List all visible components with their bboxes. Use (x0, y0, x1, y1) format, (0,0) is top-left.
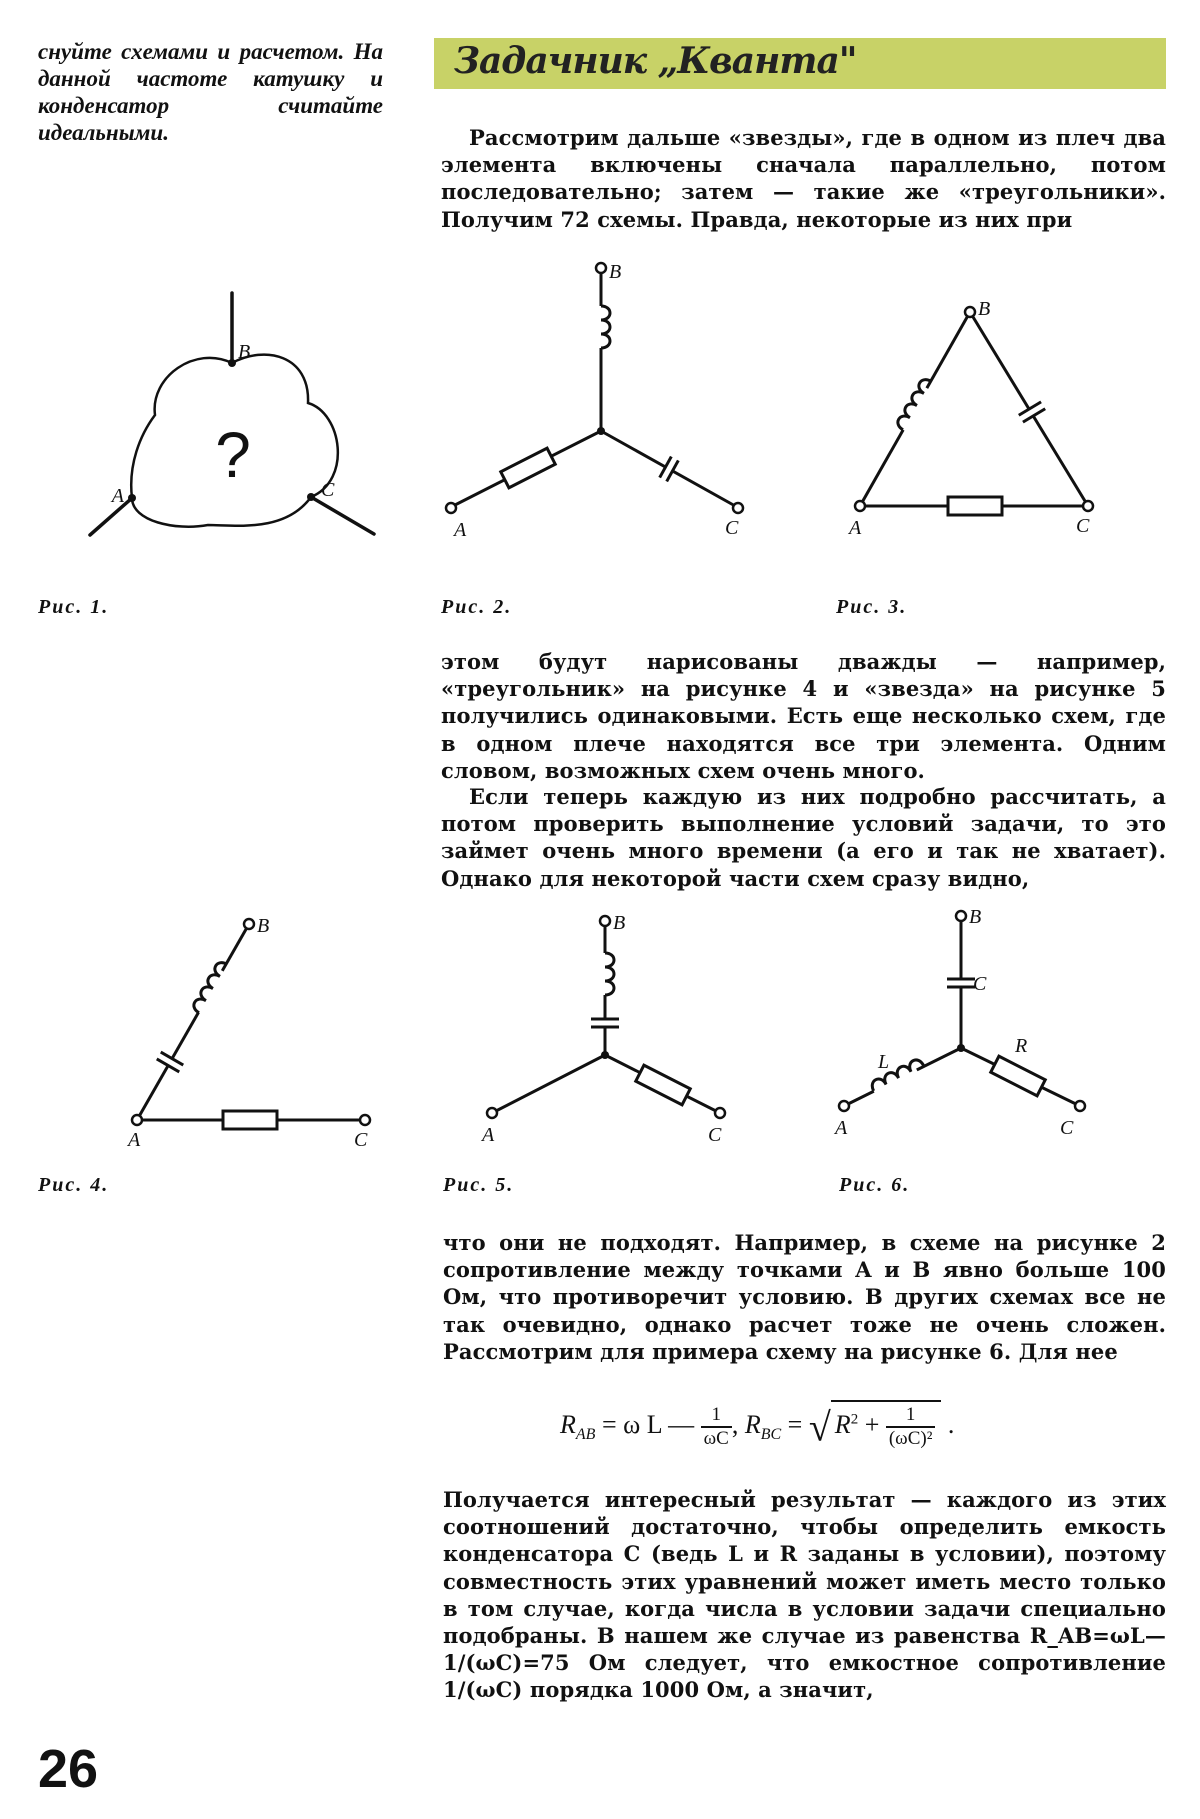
fig6-label-l: L (878, 1051, 890, 1073)
fig2-label-c: C (725, 517, 739, 538)
paragraph-1: Рассмотрим дальше «звезды», где в одном из плеч два элемента включены сначала параллельно, потом последовательно; затем — такие же «треугольники». Получим 72 схемы. Правда, некоторые из них при (441, 125, 1166, 232)
page-number: 26 (38, 1739, 99, 1799)
figure-4 (120, 910, 390, 1150)
fig5-capacitor (591, 1018, 619, 1028)
fig2-resistor (501, 448, 556, 488)
figure-2 (440, 258, 760, 538)
fig1-label-b: B (238, 341, 251, 363)
side-note: снуйте схемами и расчетом. На данной частоте катушку и конденсатор считайте идеальными. (38, 39, 383, 145)
formula-sqrt-sign: √ (808, 1404, 831, 1450)
formula-frac-2 (886, 1404, 936, 1450)
fig1-node-a (128, 494, 136, 502)
fig2-inductor (601, 306, 610, 348)
formula-eq2: = (787, 1409, 803, 1439)
section-title: Задачник „Кванта" (454, 40, 857, 82)
figure-1 (80, 285, 390, 545)
fig1-label-c: C (321, 479, 335, 501)
caption-fig-5: Рис. 5. (443, 1174, 515, 1196)
formula-r2: R (834, 1409, 851, 1439)
fig1-lead-c (311, 497, 374, 534)
fig6-label-b: B (969, 906, 982, 928)
formula-r-ab: R (560, 1409, 576, 1439)
formula-r-bc: R (744, 1409, 761, 1439)
caption-fig-3: Рис. 3. (836, 596, 908, 618)
caption-fig-1: Рис. 1. (38, 596, 110, 618)
formula-eq1: = ω L — (601, 1409, 695, 1439)
fig1-question-mark: ? (215, 419, 251, 491)
formula-sq: 2 (850, 1411, 859, 1428)
fig3-resistor (948, 497, 1002, 515)
formula-sqrt-body (831, 1400, 942, 1450)
fig6-label-c: C (1060, 1117, 1074, 1139)
caption-fig-6: Рис. 6. (839, 1174, 911, 1196)
figure-5 (470, 905, 750, 1155)
fig4-label-c: C (354, 1129, 368, 1150)
paragraph-5: Получается интересный результат — каждого из этих соотношений достаточно, чтобы определить емкость конденсатора C (ведь L и R заданы в условии), поэтому совместность этих уравнений может иметь место только в том случае, когда числа в условии задачи специально подобраны. В нашем же случае из равенства R_AB=ωL—1/(ωC)=75 Ом следует, что емкостное сопротивление 1/(ωC) порядка 1000 Ом, а значит, (443, 1487, 1166, 1703)
fig3-label-a: A (849, 517, 862, 539)
fig3-label-b: B (978, 300, 991, 320)
formula (560, 1400, 1080, 1464)
fig1-node-b (228, 359, 236, 367)
fig1-label-a: A (111, 485, 124, 507)
fig3-label-c: C (1076, 515, 1090, 537)
formula-frac-1 (701, 1404, 732, 1450)
fig6-label-a: A (835, 1117, 848, 1139)
paragraph-3: Если теперь каждую из них подробно рассчитать, а потом проверить выполнение условий задачи, то это займет очень много времени (а его и так не хватает). Однако для некоторой части схем сразу видно, (441, 784, 1166, 891)
fig5-label-c: C (708, 1124, 722, 1146)
formula-plus: + (864, 1409, 880, 1439)
caption-fig-2: Рис. 2. (441, 596, 513, 618)
paragraph-4: что они не подходят. Например, в схеме на рисунке 2 сопротивление между точками A и B явно больше 100 Ом, что противоречит условию. В других схемах все не так очевидно, однако расчет тоже не очень сложен. Рассмотрим для примера схему на рисунке 6. Для нее (443, 1230, 1166, 1364)
fig4-resistor (223, 1111, 277, 1129)
fig1-node-c (307, 493, 315, 501)
fig4-label-b: B (257, 915, 270, 937)
formula-num-2: 1 (886, 1404, 936, 1428)
section-banner (434, 38, 1166, 89)
fig6-label-r: R (1015, 1035, 1028, 1057)
formula-dot: . (947, 1409, 955, 1439)
fig2-capacitor (659, 456, 679, 482)
fig4-label-a: A (128, 1129, 141, 1150)
formula-num-1: 1 (701, 1404, 732, 1428)
formula-den-2: (ωC)² (888, 1428, 933, 1449)
fig2-label-b: B (609, 261, 622, 283)
formula-sub-ab: AB (575, 1426, 596, 1444)
fig6-resistor (991, 1056, 1046, 1096)
formula-sep: , (731, 1409, 739, 1439)
fig5-label-a: A (482, 1124, 495, 1146)
paragraph-2: этом будут нарисованы дважды — например, «треугольник» на рисунке 4 и «звезда» на рисунке 5 получились одинаковыми. Есть еще несколько схем, где в одном плече находятся все три элемента. Одним словом, возможных схем очень много. (441, 649, 1166, 783)
fig5-resistor (636, 1065, 691, 1105)
caption-fig-4: Рис. 4. (38, 1174, 110, 1196)
fig2-label-a: A (454, 519, 467, 538)
fig5-label-b: B (613, 912, 626, 934)
fig3-inductor (895, 377, 937, 433)
formula-sub-bc: BC (760, 1426, 782, 1444)
fig6-capacitor (947, 978, 975, 988)
fig6-label-c-element: C (973, 973, 987, 995)
figure-6 (830, 900, 1130, 1150)
fig5-inductor (605, 953, 614, 995)
fig4-capacitor (156, 1051, 184, 1073)
fig4-inductor (191, 960, 233, 1016)
formula-den-1: ωC (703, 1428, 729, 1449)
fig3-capacitor (1018, 401, 1045, 423)
figure-3 (845, 300, 1125, 540)
